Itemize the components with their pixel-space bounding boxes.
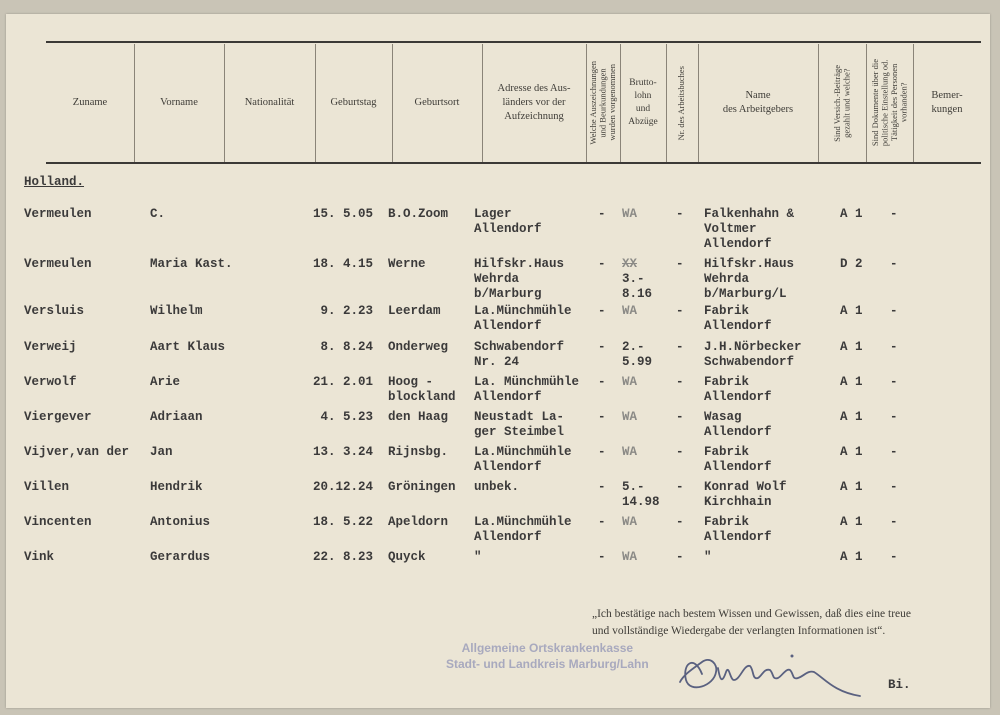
row-vorname-cell: Hendrik	[150, 480, 203, 494]
row-zuname-cell: Viergever	[24, 410, 92, 424]
header-bruttolohn: Brutto- lohn und Abzüge	[628, 78, 658, 127]
section-title: Holland.	[24, 175, 85, 189]
row-zuname-cell: Vermeulen	[24, 207, 92, 221]
row-lohn-cell: WA	[622, 375, 638, 389]
row-buch-cell: -	[676, 445, 684, 459]
row-buch-cell: -	[676, 480, 684, 494]
row-versich-cell: A 1	[840, 340, 863, 354]
row-ausz-cell: -	[598, 304, 606, 318]
row-ort-cell: Werne	[388, 257, 426, 271]
row-ausz-cell: -	[598, 410, 606, 424]
row-ausz-cell: -	[598, 375, 606, 389]
row-buch-cell: -	[676, 304, 684, 318]
row-arbeitgeber-cell: Fabrik Allendorf	[704, 375, 772, 404]
row-dok-cell: -	[890, 445, 898, 459]
header-versicherung: Sind Versich.-Beiträge gezahlt und welche?	[831, 64, 851, 142]
row-zuname-cell: Villen	[24, 480, 70, 494]
row-lohn-cell: WA	[622, 445, 638, 459]
row-ausz-cell: -	[598, 340, 606, 354]
row-arbeitgeber-cell: Wasag Allendorf	[704, 410, 772, 439]
row-ausz-cell: -	[598, 207, 606, 221]
row-zuname-cell: Vincenten	[24, 515, 92, 529]
row-vorname-cell: Antonius	[150, 515, 211, 529]
row-versich-cell: A 1	[840, 515, 863, 529]
row-dok-cell: -	[890, 304, 898, 318]
row-adresse-cell: "	[474, 550, 482, 564]
row-zuname-cell: Vijver,van der	[24, 445, 130, 459]
row-datum-cell: 8. 8.24	[320, 340, 373, 354]
row-vorname-cell: Jan	[150, 445, 173, 459]
row-ort-cell: Rijnsbg.	[388, 445, 449, 459]
row-datum-cell: 18. 5.22	[312, 515, 373, 529]
row-versich-cell: A 1	[840, 207, 863, 221]
row-vorname-cell: Gerardus	[150, 550, 211, 564]
row-lohn-cell: WA	[622, 304, 638, 318]
row-ausz-cell: -	[598, 515, 606, 529]
row-arbeitgeber-cell: Fabrik Allendorf	[704, 445, 772, 474]
header-geburtsort: Geburtsort	[414, 97, 460, 108]
row-adresse-cell: La. Münchmühle Allendorf	[474, 375, 580, 404]
row-ort-cell: B.O.Zoom	[388, 207, 449, 221]
row-lohn-cell: 5.- 14.98	[622, 480, 660, 509]
row-buch-cell: -	[676, 550, 684, 564]
header-geburtstag: Geburtstag	[330, 97, 377, 108]
row-dok-cell: -	[890, 207, 898, 221]
header-adresse: Adresse des Aus- länders vor der Aufzeichnung	[497, 83, 571, 122]
header-auszeichnungen: Welche Auszeichnungen und Beurkundungen wurden vorgenommen	[587, 61, 617, 145]
row-ort-cell: Hoog - blockland	[388, 375, 456, 404]
signature	[674, 634, 874, 704]
row-adresse-cell: La.Münchmühle Allendorf	[474, 445, 572, 474]
row-adresse-cell: Neustadt La- ger Steimbel	[474, 410, 565, 439]
row-dok-cell: -	[890, 340, 898, 354]
row-datum-cell: 4. 5.23	[320, 410, 373, 424]
row-arbeitgeber-cell: Hilfskr.Haus Wehrda b/Marburg/L	[704, 257, 795, 301]
row-arbeitgeber-cell: J.H.Nörbecker Schwabendorf	[704, 340, 802, 369]
header-arbeitsbuch: Nr. des Arbeitsbuches	[676, 65, 687, 141]
header-nationalitaet: Nationalität	[244, 97, 295, 108]
row-datum-cell: 21. 2.01	[312, 375, 373, 389]
row-arbeitgeber-cell: Konrad Wolf Kirchhain	[704, 480, 787, 509]
initials: Bi.	[888, 678, 911, 692]
row-zuname-cell: Verweij	[24, 340, 77, 354]
confirmation-text: „Ich bestätige nach bestem Wissen und Gewissen, daß dies eine treue und vollständige Wiedergabe der verlangten Informationen ist“.	[592, 608, 911, 637]
stamp: Allgemeine Ortskrankenkasse Stadt- und Landkreis Marburg/Lahn	[446, 641, 649, 671]
row-lohn-cell: WA	[622, 410, 638, 424]
row-dok-cell: -	[890, 515, 898, 529]
row-vorname-cell: Maria Kast.	[150, 257, 233, 271]
row-versich-cell: A 1	[840, 480, 863, 494]
row-datum-cell: 20.12.24	[312, 480, 373, 494]
row-vorname-cell: Arie	[150, 375, 181, 389]
header-dokumente: Sind Dokumente über die politische Einstellung od. Tätigkeit des Personen vorhanden?	[869, 59, 908, 147]
row-zuname-cell: Verwolf	[24, 375, 77, 389]
row-buch-cell: -	[676, 410, 684, 424]
row-ort-cell: Gröningen	[388, 480, 456, 494]
row-ausz-cell: -	[598, 445, 606, 459]
row-vorname-cell: Aart Klaus	[150, 340, 226, 354]
header-top-rule	[46, 41, 981, 43]
row-datum-cell: 22. 8.23	[312, 550, 373, 564]
row-versich-cell: A 1	[840, 445, 863, 459]
row-arbeitgeber-cell: "	[704, 550, 712, 564]
row-ort-cell: Apeldorn	[388, 515, 449, 529]
row-ausz-cell: -	[598, 550, 606, 564]
row-versich-cell: A 1	[840, 304, 863, 318]
row-ausz-cell: -	[598, 480, 606, 494]
row-datum-cell: 15. 5.05	[312, 207, 373, 221]
row-buch-cell: -	[676, 257, 684, 271]
row-arbeitgeber-cell: Fabrik Allendorf	[704, 304, 772, 333]
row-vorname-cell: Adriaan	[150, 410, 203, 424]
row-versich-cell: A 1	[840, 410, 863, 424]
row-datum-cell: 9. 2.23	[320, 304, 373, 318]
row-vorname-cell: Wilhelm	[150, 304, 203, 318]
row-ausz-cell: -	[598, 257, 606, 271]
row-lohn-cell: WA	[622, 207, 638, 221]
row-dok-cell: -	[890, 550, 898, 564]
row-versich-cell: D 2	[840, 257, 863, 271]
row-datum-cell: 13. 3.24	[312, 445, 373, 459]
row-adresse-cell: La.Münchmühle Allendorf	[474, 304, 572, 333]
row-ort-cell: Onderweg	[388, 340, 449, 354]
row-lohn-cell: XX 3.- 8.16	[622, 257, 653, 301]
header-bemerkungen: Bemer- kungen	[931, 90, 963, 115]
header-vorname: Vorname	[160, 97, 198, 108]
row-ort-cell: Quyck	[388, 550, 426, 564]
row-lohn-cell: WA	[622, 515, 638, 529]
header-zuname: Zuname	[72, 97, 108, 108]
row-dok-cell: -	[890, 375, 898, 389]
row-arbeitgeber-cell: Falkenhahn & Voltmer Allendorf	[704, 207, 795, 251]
row-buch-cell: -	[676, 375, 684, 389]
row-zuname-cell: Vermeulen	[24, 257, 92, 271]
row-buch-cell: -	[676, 207, 684, 221]
row-adresse-cell: Lager Allendorf	[474, 207, 542, 236]
row-ort-cell: den Haag	[388, 410, 449, 424]
row-lohn-cell: 2.- 5.99	[622, 340, 653, 369]
row-datum-cell: 18. 4.15	[312, 257, 373, 271]
row-ort-cell: Leerdam	[388, 304, 441, 318]
header-bottom-rule	[46, 162, 981, 164]
row-dok-cell: -	[890, 410, 898, 424]
row-vorname-cell: C.	[150, 207, 166, 221]
row-adresse-cell: Hilfskr.Haus Wehrda b/Marburg	[474, 257, 565, 301]
row-adresse-cell: unbek.	[474, 480, 520, 494]
row-versich-cell: A 1	[840, 375, 863, 389]
row-buch-cell: -	[676, 515, 684, 529]
index-card	[6, 14, 990, 708]
row-adresse-cell: Schwabendorf Nr. 24	[474, 340, 565, 369]
row-zuname-cell: Vink	[24, 550, 55, 564]
header-arbeitgeber: Name des Arbeitgebers	[722, 90, 794, 115]
row-zuname-cell: Versluis	[24, 304, 85, 318]
row-arbeitgeber-cell: Fabrik Allendorf	[704, 515, 772, 544]
row-dok-cell: -	[890, 257, 898, 271]
row-lohn-cell: WA	[622, 550, 638, 564]
row-buch-cell: -	[676, 340, 684, 354]
row-dok-cell: -	[890, 480, 898, 494]
row-adresse-cell: La.Münchmühle Allendorf	[474, 515, 572, 544]
row-versich-cell: A 1	[840, 550, 863, 564]
